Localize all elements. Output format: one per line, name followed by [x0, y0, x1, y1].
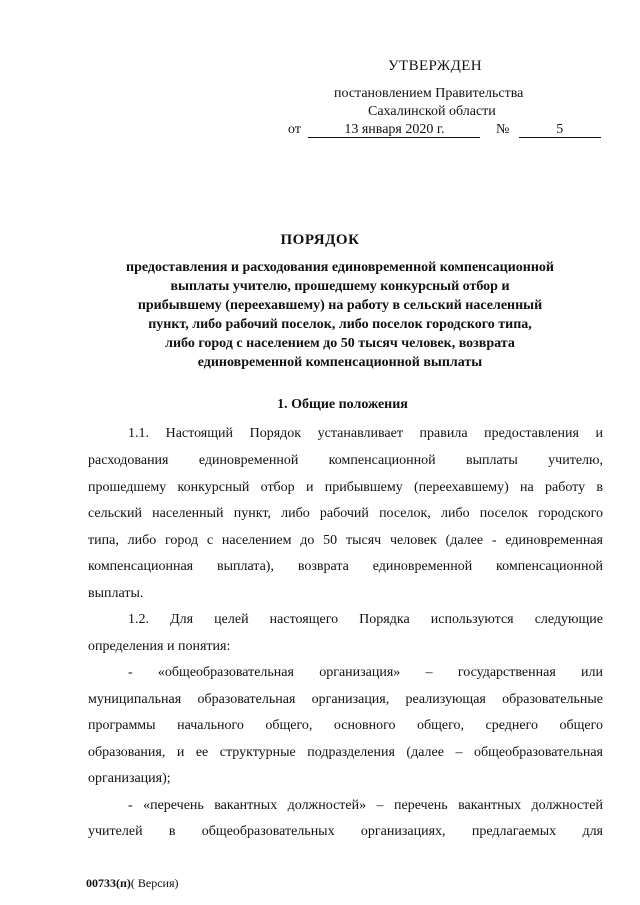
body-line: 1.1. Настоящий Порядок устанавливает правила предоставления и: [128, 426, 603, 441]
body-line: выплаты.: [88, 586, 144, 601]
footer: [86, 876, 179, 891]
document-subtitle: [80, 258, 600, 372]
subtitle-line: единовременной компенсационной выплаты: [197, 355, 483, 370]
footer-version: ( Версия): [130, 876, 179, 890]
approval-line-2: Сахалинской области: [368, 104, 496, 119]
body-line: образования, и ее структурные подразделения (далее – общеобразовательная: [88, 745, 603, 760]
section-heading: 1. Общие положения: [277, 397, 408, 412]
approval-date-line: [288, 122, 601, 138]
body-line: расходования единовременной компенсационной выплаты учителю,: [88, 453, 603, 468]
approval-line-1: постановлением Правительства: [334, 86, 524, 101]
body-line: сельский населенный пункт, либо рабочий поселок, либо поселок городского: [88, 506, 603, 521]
footer-code: 00733(п): [86, 876, 131, 890]
subtitle-line: либо город с населением до 50 тысяч человек, возврата: [165, 336, 515, 351]
approval-date: 13 января 2020 г.: [308, 122, 480, 138]
body-line: типа, либо город с населением до 50 тысяч человек (далее - единовременная: [88, 533, 603, 548]
body-line: 1.2. Для целей настоящего Порядка используются следующие: [128, 612, 603, 627]
body-line: муниципальная образовательная организация, реализующая образовательные: [88, 692, 603, 707]
approval-number: 5: [519, 122, 601, 138]
from-label: от: [288, 122, 301, 137]
body-line: организация);: [88, 771, 171, 786]
body-line: определения и понятия:: [88, 639, 231, 654]
body-line: - «перечень вакантных должностей» – перечень вакантных должностей: [128, 798, 603, 813]
subtitle-line: пункт, либо рабочий поселок, либо поселок городского типа,: [148, 317, 532, 332]
number-label: №: [495, 122, 510, 137]
body-line: - «общеобразовательная организация» – государственная или: [128, 665, 603, 680]
body-line: компенсационная выплата), возврата единовременной компенсационной: [88, 559, 603, 574]
subtitle-line: предоставления и расходования единовременной компенсационной: [126, 260, 554, 275]
body-line: прошедшему конкурсный отбор и прибывшему (переехавшему) на работу в: [88, 480, 603, 495]
document-title: ПОРЯДОК: [280, 232, 360, 248]
body-line: учителей в общеобразовательных организациях, предлагаемых для: [88, 824, 603, 839]
approved-heading: УТВЕРЖДЕН: [388, 58, 483, 74]
subtitle-line: выплаты учителю, прошедшему конкурсный отбор и: [170, 279, 510, 294]
body-line: программы начального общего, основного общего, среднего общего: [88, 718, 603, 733]
subtitle-line: прибывшему (переехавшему) на работу в сельский населенный: [137, 298, 543, 313]
